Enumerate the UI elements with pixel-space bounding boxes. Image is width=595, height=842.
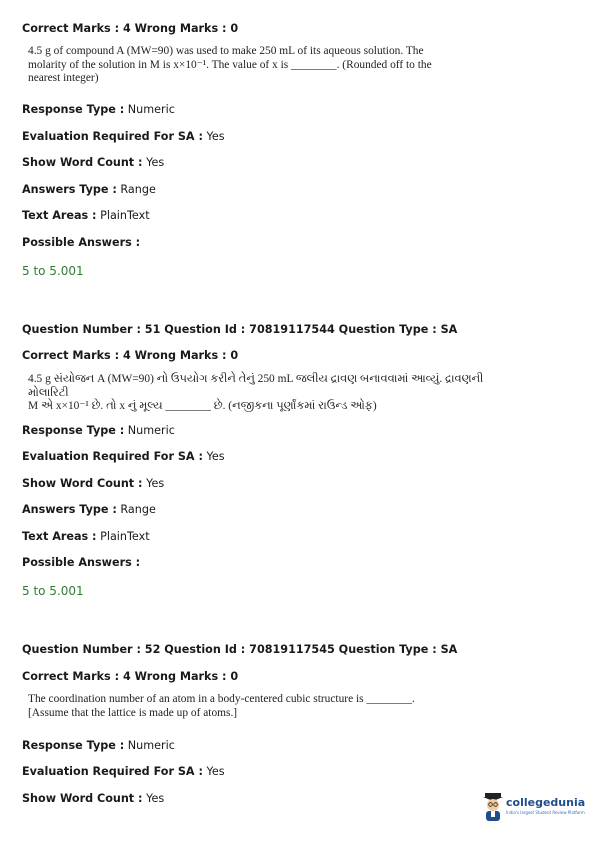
possible-answers-label-2: Possible Answers :: [22, 556, 141, 569]
logo-tagline: India's largest Student Review Platform: [506, 810, 585, 815]
show-word-count-1: Show Word Count : Yes: [22, 156, 165, 169]
question-text-3: The coordination number of an atom in a body-centered cubic structure is ________. [Assume that the lattice is made up of atoms.]: [28, 693, 415, 719]
text-areas-1: Text Areas : PlainText: [22, 209, 150, 222]
evaluation-required-3: Evaluation Required For SA : Yes: [22, 765, 225, 778]
marks-line-2: Correct Marks : 4 Wrong Marks : 0: [22, 349, 239, 362]
question-header-52: Question Number : 52 Question Id : 70819117545 Question Type : SA: [22, 643, 458, 656]
possible-answer-1: 5 to 5.001: [22, 264, 84, 278]
show-word-count-2: Show Word Count : Yes: [22, 477, 165, 490]
question-text-1: 4.5 g of compound A (MW=90) was used to make 250 mL of its aqueous solution. The molarity of the solution in M is x×10⁻¹. The value of x is ________. (Rounded off to the nearest integer): [28, 45, 432, 84]
logo-wordmark: collegedunia: [506, 796, 586, 809]
mascot-icon: [482, 792, 504, 822]
question-header-51: Question Number : 51 Question Id : 70819117544 Question Type : SA: [22, 323, 458, 336]
evaluation-required-2: Evaluation Required For SA : Yes: [22, 450, 225, 463]
possible-answer-2: 5 to 5.001: [22, 584, 84, 598]
answers-type-2: Answers Type : Range: [22, 503, 156, 516]
text-areas-2: Text Areas : PlainText: [22, 530, 150, 543]
marks-line-3: Correct Marks : 4 Wrong Marks : 0: [22, 670, 239, 683]
marks-line-1: Correct Marks : 4 Wrong Marks : 0: [22, 22, 239, 35]
response-type-1: Response Type : Numeric: [22, 103, 175, 116]
response-type-2: Response Type : Numeric: [22, 424, 175, 437]
answers-type-1: Answers Type : Range: [22, 183, 156, 196]
show-word-count-3: Show Word Count : Yes: [22, 792, 165, 805]
question-text-2: 4.5 g સંયોજન A (MW=90) નો ઉપયોગ કરીને તેનું 250 mL જલીય દ્રાવણ બનાવવામાં આવ્યું. દ્રાવણની મોલારિટી M એ x×10⁻¹ છે. તો x નું મૂલ્ય ________ છે. (નજીકના પૂર્ણાંકમાં રાઉન્ડ ઓફ): [28, 373, 484, 412]
collegedunia-logo: [480, 790, 588, 826]
response-type-3: Response Type : Numeric: [22, 739, 175, 752]
possible-answers-label-1: Possible Answers :: [22, 236, 141, 249]
evaluation-required-1: Evaluation Required For SA : Yes: [22, 130, 225, 143]
